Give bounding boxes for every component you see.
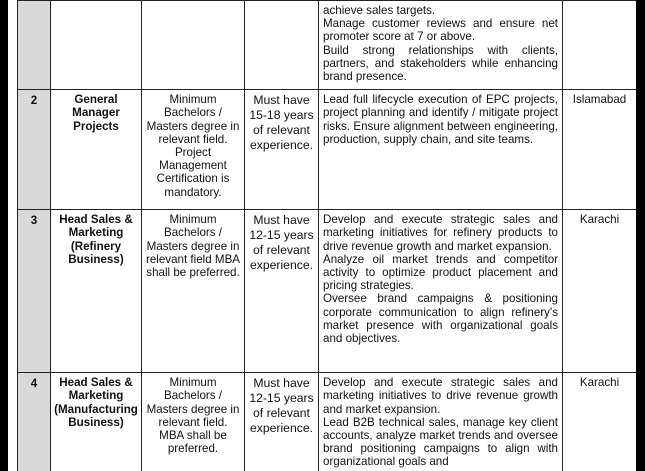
responsibility-item: Build strong relationships with clients, partners, and stakeholders while enhancing brand presence. xyxy=(323,43,558,84)
experience: Must have 12-15 years of relevant experience. xyxy=(245,373,319,471)
location: Islamabad xyxy=(563,90,637,210)
job-title: Head Sales & Marketing (Manufacturing Business) xyxy=(51,373,142,471)
experience: Must have 15-18 years of relevant experience. xyxy=(245,90,319,210)
responsibility-item: Develop and execute strategic sales and marketing initiatives to drive revenue growth and market expansion. xyxy=(323,376,558,416)
responsibilities xyxy=(319,373,563,471)
row-number: 3 xyxy=(18,210,51,373)
responsibilities xyxy=(319,90,563,210)
responsibility-item: Lead B2B technical sales, manage key client accounts, analyze market trends and oversee brand positioning campaigns to align with organizational goals and xyxy=(323,415,558,469)
responsibility-item: Analyze oil market trends and competitor activity to optimize product placement and pricing strategies. xyxy=(323,252,558,293)
table-row xyxy=(18,210,637,373)
location xyxy=(563,1,637,90)
responsibility-item: Oversee brand campaigns & positioning corporate communication to align refinery's market presence with organizational goals and objectives. xyxy=(323,292,558,346)
responsibilities xyxy=(319,210,563,373)
table-row xyxy=(18,1,637,90)
vacancy-table-container xyxy=(17,0,636,471)
responsibility-item: Manage customer reviews and ensure net promoter score at 7 or above. xyxy=(323,17,558,44)
vacancy-table xyxy=(17,0,636,471)
qualification xyxy=(142,1,245,90)
right-border-bar xyxy=(636,0,645,471)
responsibility-item: Develop and execute strategic sales and marketing initiatives for refinery products to drive revenue growth and market expansion. xyxy=(323,213,558,253)
experience xyxy=(245,1,319,90)
responsibilities xyxy=(319,1,563,90)
job-title: General Manager Projects xyxy=(51,90,142,210)
table-row xyxy=(18,90,637,210)
qualification: Minimum Bachelors / Masters degree in relevant field. MBA shall be preferred. xyxy=(142,373,245,471)
job-title: Head Sales & Marketing (Refinery Business) xyxy=(51,210,142,373)
experience: Must have 12-15 years of relevant experience. xyxy=(245,210,319,373)
table-row xyxy=(18,373,637,471)
qualification: Minimum Bachelors / Masters degree in relevant field MBA shall be preferred. xyxy=(142,210,245,373)
job-title xyxy=(51,1,142,90)
location: Karachi xyxy=(563,373,637,471)
location: Karachi xyxy=(563,210,637,373)
responsibility-item: Lead full lifecycle execution of EPC projects, project planning and identify / mitigate project risks. Ensure alignment between engineering, production, supply chain, and site teams. xyxy=(323,93,558,146)
row-number: 4 xyxy=(18,373,51,471)
row-number xyxy=(18,1,51,90)
qualification: Minimum Bachelors / Masters degree in relevant field. Project Management Certification is mandatory. xyxy=(142,90,245,210)
responsibility-item: achieve sales targets. xyxy=(323,4,436,17)
row-number: 2 xyxy=(18,90,51,210)
left-border-bar xyxy=(0,0,8,471)
